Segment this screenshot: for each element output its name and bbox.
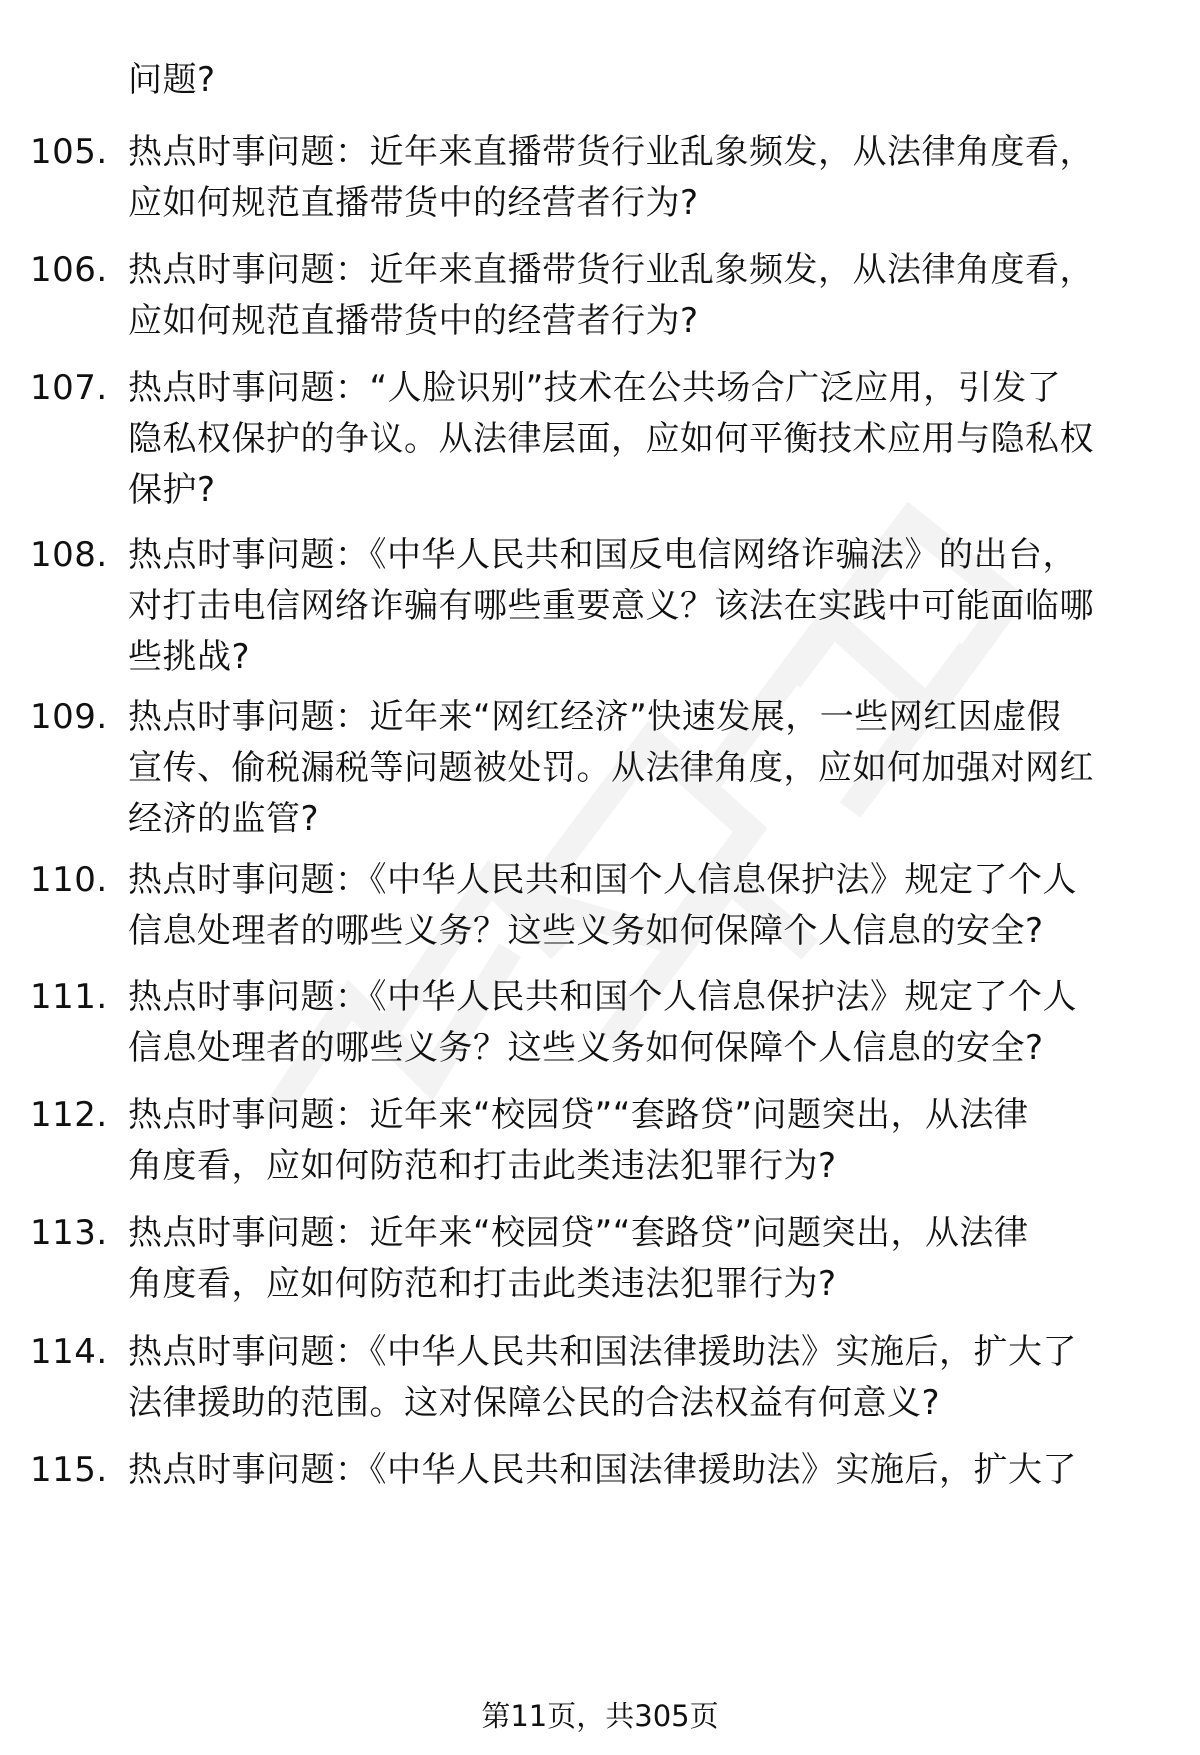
- question-number: 110.: [30, 860, 108, 900]
- question-line: 些挑战?: [128, 637, 251, 677]
- question-number: 107.: [30, 368, 108, 408]
- question-item-109: [30, 692, 1140, 845]
- question-line: 热点时事问题：近年来直播带货行业乱象频发，从法律角度看，: [128, 132, 1094, 172]
- question-line: 信息处理者的哪些义务？这些义务如何保障个人信息的安全?: [128, 1028, 1044, 1068]
- question-line: 隐私权保护的争议。从法律层面，应如何平衡技术应用与隐私权: [128, 419, 1094, 459]
- question-line: 热点时事问题：《中华人民共和国个人信息保护法》规定了个人: [128, 860, 1077, 900]
- question-number: 109.: [30, 697, 108, 737]
- question-item-115: [30, 1445, 1140, 1496]
- question-line: 角度看，应如何防范和打击此类违法犯罪行为?: [128, 1264, 837, 1304]
- question-item-107: [30, 363, 1140, 516]
- question-number: 113.: [30, 1213, 108, 1253]
- continued-question-tail: 问题?: [128, 60, 216, 100]
- question-line: 热点时事问题：《中华人民共和国反电信网络诈骗法》的出台，: [128, 535, 1077, 575]
- question-item-113: [30, 1208, 1140, 1310]
- question-line: 热点时事问题：“人脸识别”技术在公共场合广泛应用，引发了: [128, 368, 1062, 408]
- question-line: 信息处理者的哪些义务？这些义务如何保障个人信息的安全?: [128, 911, 1044, 951]
- question-number: 114.: [30, 1332, 108, 1372]
- question-line: 热点时事问题：《中华人民共和国法律援助法》实施后，扩大了: [128, 1450, 1077, 1490]
- question-number: 108.: [30, 535, 108, 575]
- question-line: 热点时事问题：《中华人民共和国个人信息保护法》规定了个人: [128, 977, 1077, 1017]
- question-line: 应如何规范直播带货中的经营者行为?: [128, 183, 699, 223]
- question-number: 106.: [30, 250, 108, 290]
- question-line: 宣传、偷税漏税等问题被处罚。从法律角度，应如何加强对网红: [128, 748, 1094, 788]
- question-line: 对打击电信网络诈骗有哪些重要意义？该法在实践中可能面临哪: [128, 586, 1094, 626]
- question-item-106: [30, 245, 1140, 347]
- question-number: 105.: [30, 132, 108, 172]
- page-footer: 第11页，共305页: [481, 1699, 719, 1733]
- question-number: 115.: [30, 1450, 108, 1490]
- question-line: 热点时事问题：近年来“校园贷”“套路贷”问题突出，从法律: [128, 1213, 1029, 1253]
- question-line: 热点时事问题：《中华人民共和国法律援助法》实施后，扩大了: [128, 1332, 1077, 1372]
- question-line: 角度看，应如何防范和打击此类违法犯罪行为?: [128, 1146, 837, 1186]
- question-item-110: [30, 855, 1140, 957]
- question-number: 112.: [30, 1095, 108, 1135]
- question-line: 热点时事问题：近年来“校园贷”“套路贷”问题突出，从法律: [128, 1095, 1029, 1135]
- question-line: 热点时事问题：近年来“网红经济”快速发展，一些网红因虚假: [128, 697, 1062, 737]
- question-number: 111.: [30, 977, 108, 1017]
- question-line: 保护?: [128, 470, 216, 510]
- question-item-108: [30, 530, 1140, 683]
- question-line: 法律援助的范围。这对保障公民的合法权益有何意义?: [128, 1383, 941, 1423]
- question-item-111: [30, 972, 1140, 1074]
- question-item-114: [30, 1327, 1140, 1429]
- question-line: 热点时事问题：近年来直播带货行业乱象频发，从法律角度看，: [128, 250, 1094, 290]
- question-line: 经济的监管?: [128, 799, 320, 839]
- question-line: 应如何规范直播带货中的经营者行为?: [128, 301, 699, 341]
- question-item-112: [30, 1090, 1140, 1192]
- question-item-105: [30, 127, 1140, 229]
